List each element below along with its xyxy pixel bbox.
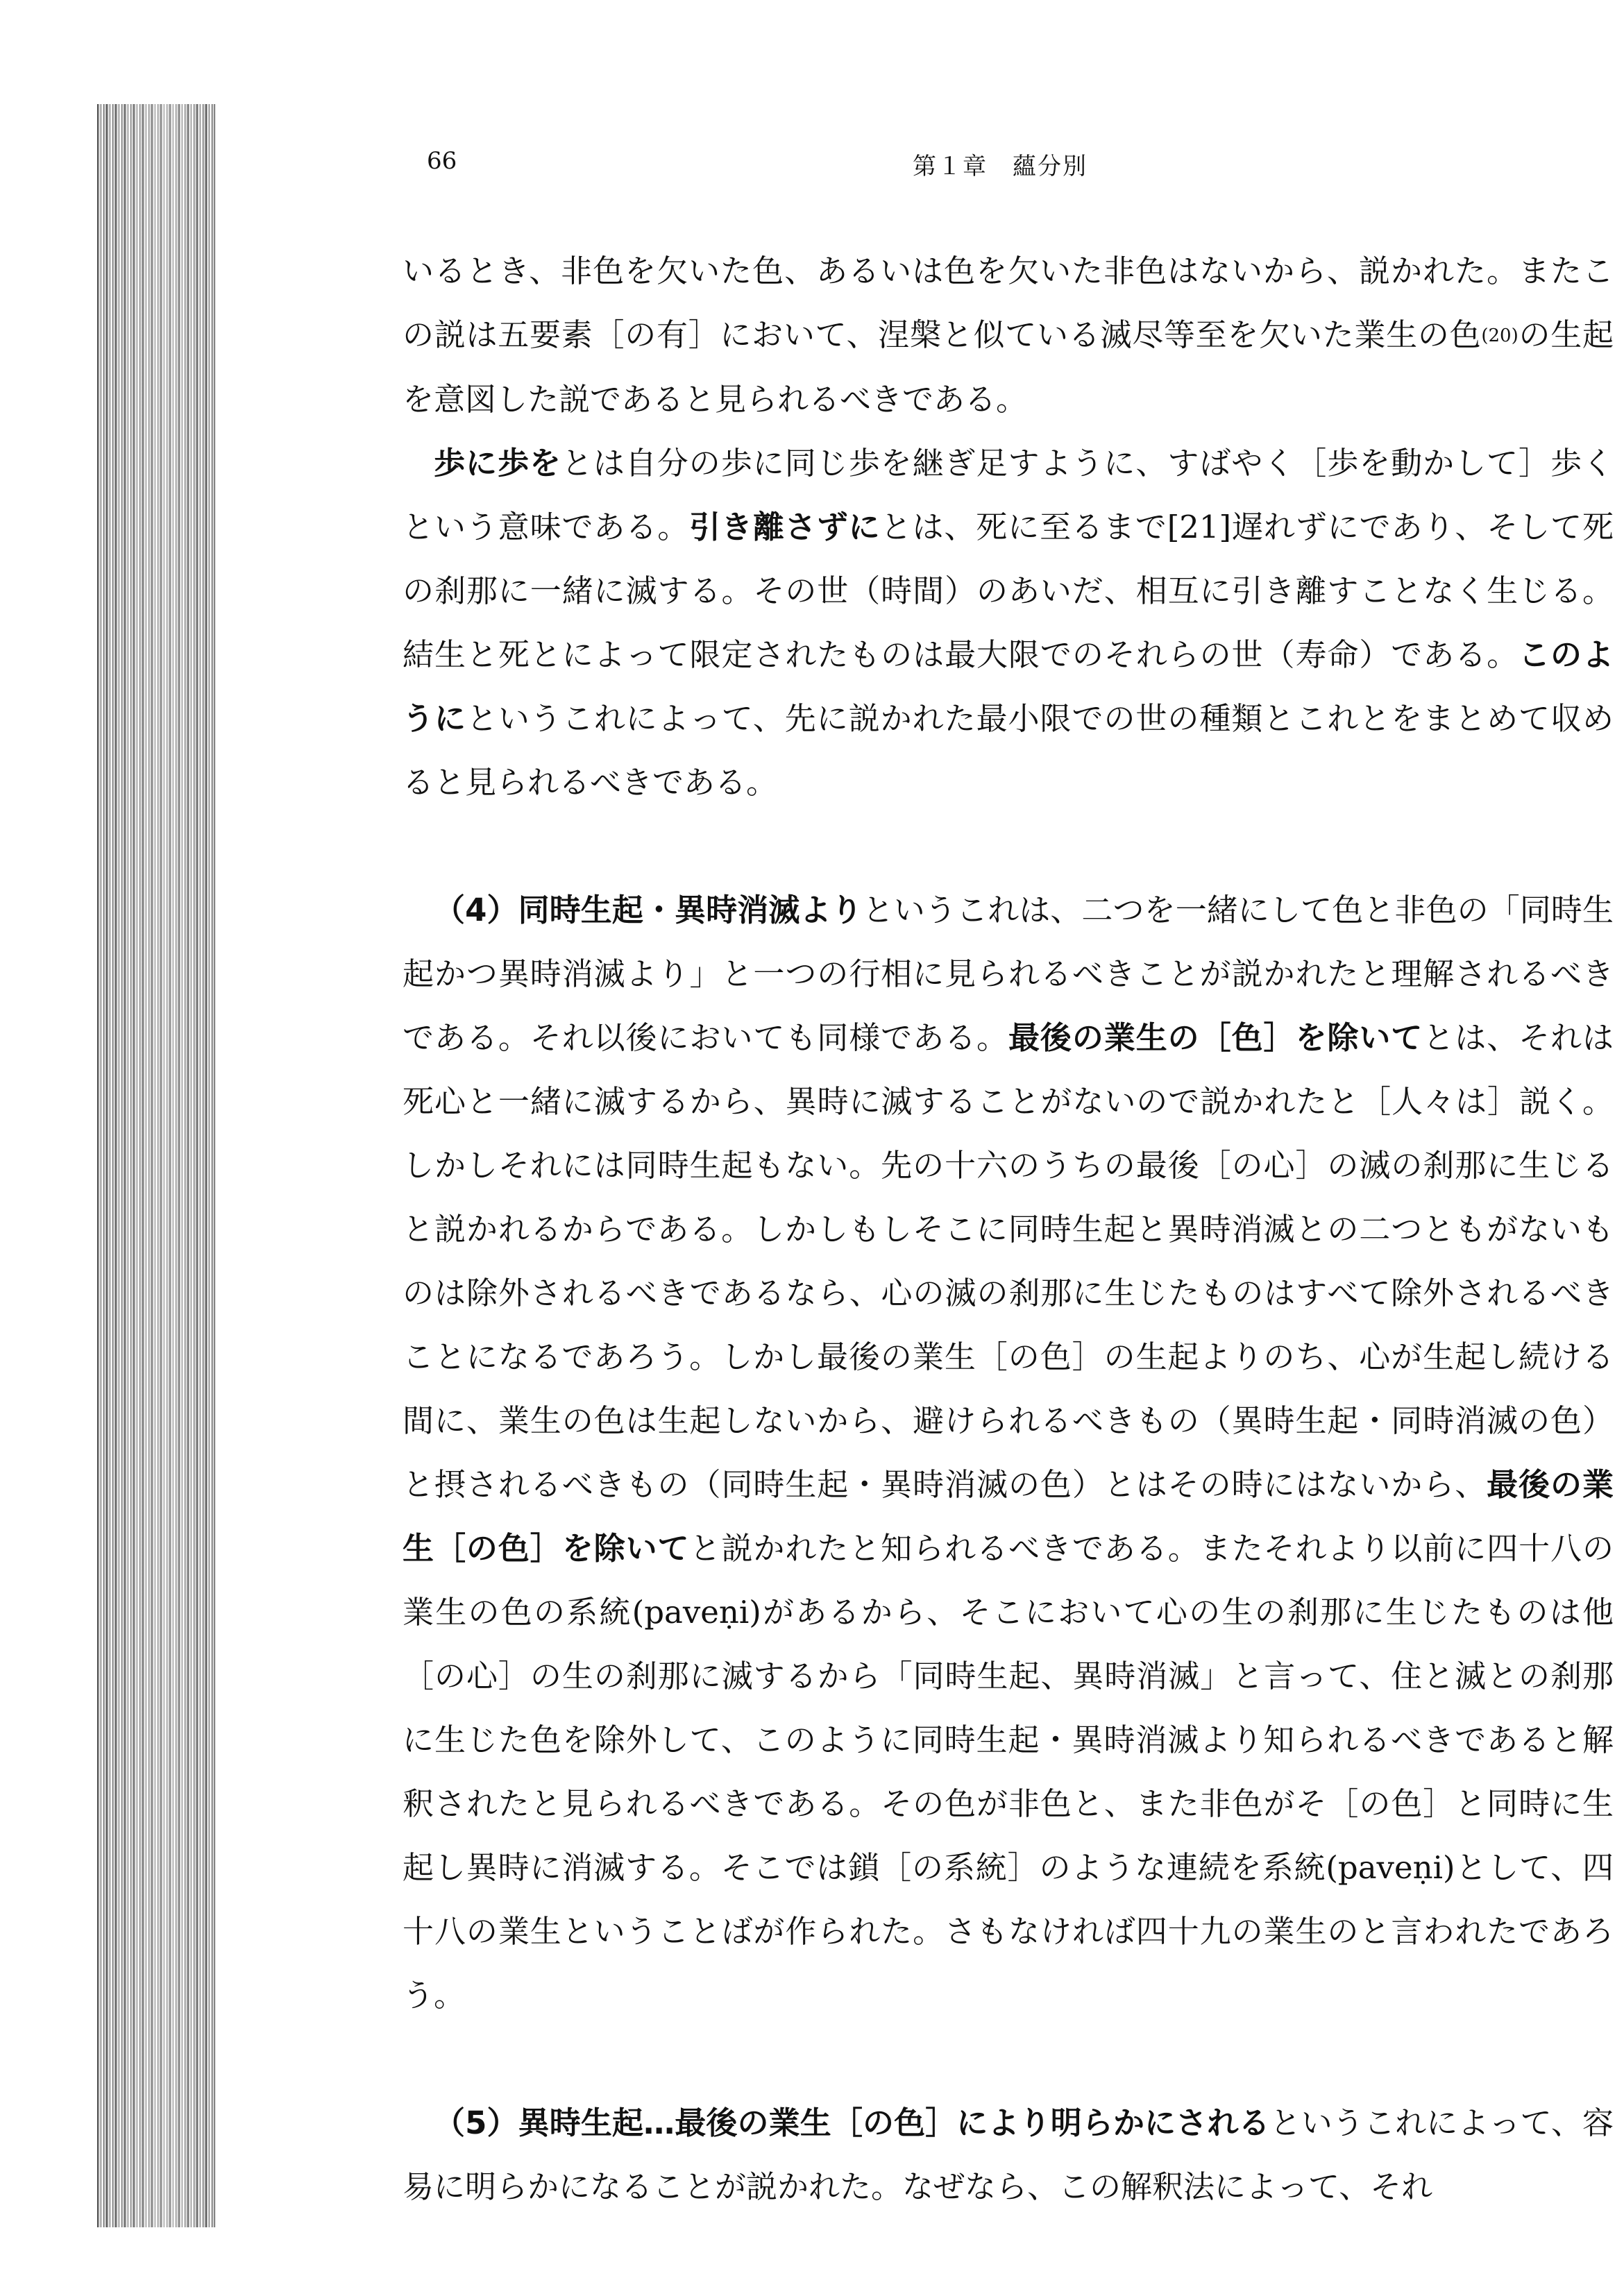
term-1: 歩に歩を <box>434 445 561 482</box>
paragraph-2-text-1: とは自分の歩に同じ歩を継ぎ足すように、すばやく［歩を動かして］歩くという意味である。 <box>403 445 1614 545</box>
page-number: 66 <box>427 147 457 175</box>
paragraph-4-text-1: というこれによって、容易に明らかになることが説かれた。なぜなら、この解釈法によって、それ <box>403 2104 1614 2205</box>
paragraph-3-text-1: というこれは、二つを一緒にして色と非色の「同時生起かつ異時消滅より」と一つの行相に見られるべきことが説かれたと理解されるべきである。それ以後においても同様である。 <box>403 892 1614 1056</box>
paragraph-1 <box>403 239 1614 432</box>
section-4-heading: （4）同時生起・異時消滅より <box>434 892 863 928</box>
paragraph-1-text-end: の生起を意図した説であると見られるべきである。 <box>403 316 1614 418</box>
page-header <box>403 147 1617 189</box>
running-head: 第１章 蘊分別 <box>913 153 1088 180</box>
paragraph-2-text-2: とは、死に至るまで[21]遅れずにであり、そして死の刹那に一緒に滅する。その世（時間）のあいだ、相互に引き離すことなく生じる。結生と死とによって限定されたものは最大限でのそれらの世（寿命）である。 <box>403 509 1614 673</box>
paragraph-3-text-2: とは、それは死心と一緒に滅するから、異時に滅することがないので説かれたと［人々は］説く。しかしそれには同時生起もない。先の十六のうちの最後［の心］の滅の刹那に生じると説かれるからである。しかしもしそこに同時生起と異時消滅との二つともがないものは除外されるべきであるなら、心の滅の刹那に生じたものはすべて除外されるべきことになるであろう。しかし最後の業生［の色］の生起よりのち、心が生起し続ける間に、業生の色は生起しないから、避けられるべきもの（異時生起・同時消滅の色）と摂されるべきもの（同時生起・異時消滅の色）とはその時にはないから、 <box>403 1019 1614 1503</box>
term-4: 最後の業生の［色］を除いて <box>1008 1019 1423 1056</box>
binding-scan-strip <box>97 104 215 2227</box>
paragraph-1-text: いるとき、非色を欠いた色、あるいは色を欠いた非色はないから、説かれた。またこの説は五要素［の有］において、涅槃と似ている滅尽等至を欠いた業生の色 <box>403 253 1614 353</box>
note-reference: (20) <box>1481 325 1519 346</box>
body-text <box>403 239 1614 2219</box>
section-5-heading: （5）異時生起…最後の業生［の色］により明らかにされる <box>434 2104 1270 2141</box>
paragraph-3 <box>403 878 1614 2027</box>
paragraph-2 <box>403 432 1614 815</box>
term-5: 最後の業生［の色］を除いて <box>403 1466 1614 1567</box>
term-3: このように <box>403 636 1614 737</box>
paragraph-3-text-3: と説かれたと知られるべきである。またそれより以前に四十八の業生の色の系統(paveṇi)があるから、そこにおいて心の生の刹那に生じたものは他［の心］の生の刹那に滅するから「同時生起、異時消滅」と言って、住と滅との刹那に生じた色を除外して、このように同時生起・異時消滅より知られるべきであると解釈されたと見られるべきである。その色が非色と、また非色がそ［の色］と同時に生起し異時に消滅する。そこでは鎖［の系統］のような連続を系統(paveṇi)として、四十八の業生ということばが作られた。さもなければ四十九の業生のと言われたであろう。 <box>403 1530 1614 2014</box>
paragraph-4 <box>403 2091 1614 2219</box>
term-2: 引き離さずに <box>689 509 881 545</box>
paragraph-2-text-3: というこれによって、先に説かれた最小限での世の種類とこれとをまとめて収めると見られるべきである。 <box>403 700 1614 801</box>
